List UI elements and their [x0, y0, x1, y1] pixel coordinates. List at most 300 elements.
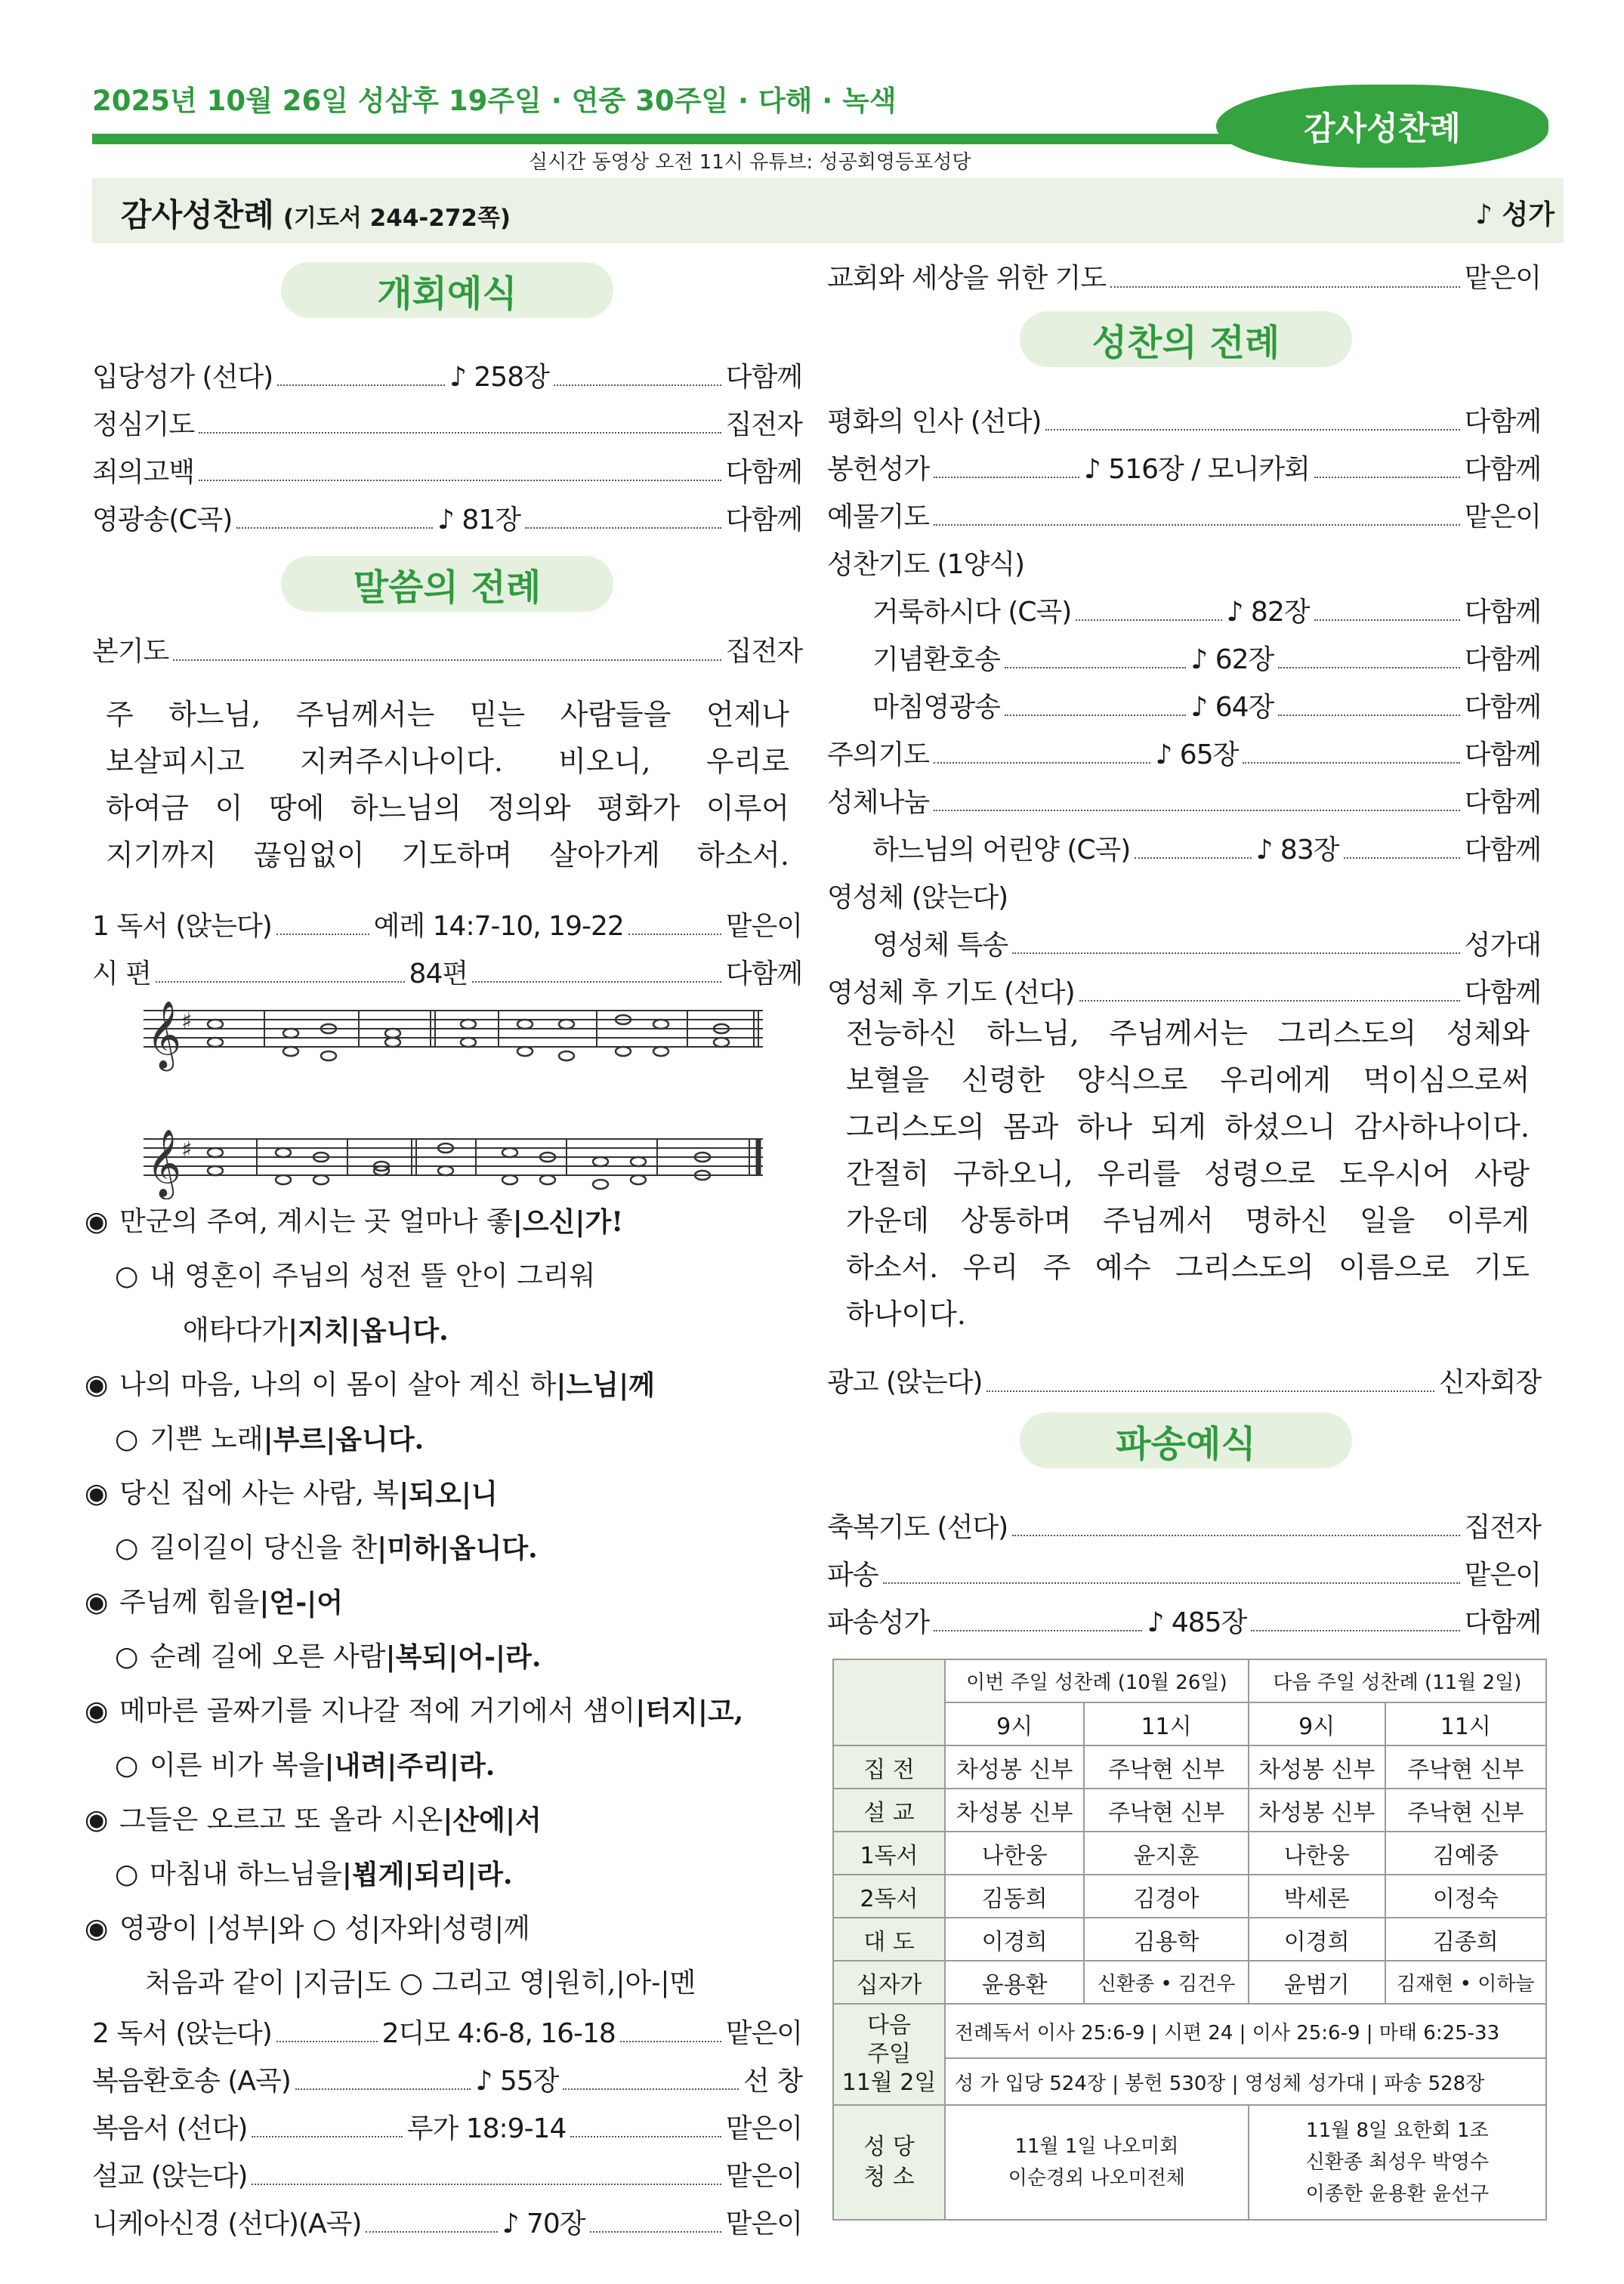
row-right: 다함께: [1464, 596, 1542, 628]
psalm-text: 길이길이 당신을 찬: [150, 1532, 378, 1563]
row-right: 다함께: [1464, 406, 1541, 437]
psalm-accent: |얻-|어: [259, 1587, 344, 1619]
person-cell: 김예중: [1385, 1832, 1546, 1875]
person-cell: 김경아: [1084, 1875, 1248, 1918]
dot-leader: [1079, 999, 1460, 1002]
dot-leader: [1344, 857, 1460, 859]
psalm-line: [85, 1412, 810, 1467]
note-heads: [208, 1015, 729, 1189]
row-label: 기념환호송: [872, 644, 1000, 675]
dot-leader: [1251, 1629, 1459, 1631]
text-line: 그리스도의 몸과 하나 되게 하셨으니 감사하나이다.: [846, 1110, 1530, 1144]
dot-leader: [1012, 952, 1459, 954]
dot-leader: [366, 2230, 497, 2233]
row-right: 맡은이: [725, 2160, 802, 2192]
row-hymn: ♪ 83장: [1255, 834, 1339, 866]
dot-leader: [590, 2230, 721, 2233]
row-label: 파송성가: [827, 1607, 930, 1638]
text-line: 하소서. 우리 주 예수 그리스도의 이름으로 기도: [846, 1251, 1530, 1284]
person-cell: 김종희: [1385, 1918, 1546, 1961]
row-label: 정심기도: [92, 409, 195, 440]
table-row: [833, 1789, 1546, 1832]
psalm-text: 마침내 하느님을: [150, 1859, 342, 1890]
dot-leader: [934, 1629, 1142, 1631]
row-right: 다함께: [1464, 1607, 1542, 1638]
next-week-header: 다음 주일 성찬례 (11월 2일): [1249, 1659, 1546, 1702]
label-line: 11월 2일: [841, 2069, 937, 2096]
list-row: [92, 630, 802, 674]
person-cell: 주낙현 신부: [1385, 1745, 1546, 1789]
row-right: 다함께: [1464, 691, 1542, 723]
row-right: 맡은이: [725, 2208, 802, 2239]
leader-mark-icon: ◉: [85, 1804, 109, 1835]
psalm-text: 영광이 |성부|와 ○ 성|자와|성령|께: [119, 1913, 530, 1944]
list-row: [827, 588, 1541, 636]
hymn-column-label: ♪ 성가: [1474, 199, 1555, 230]
row-label: 설교 (앉는다): [92, 2160, 248, 2192]
psalm-line: [85, 1684, 810, 1739]
row-right: 집전자: [725, 409, 802, 440]
list-row: [92, 2010, 802, 2057]
row-label: 축복기도 (선다): [827, 1511, 1008, 1543]
list-row: [827, 779, 1541, 826]
dot-leader: [554, 384, 721, 386]
leader-mark-icon: ◉: [85, 1478, 109, 1509]
list-row: [827, 1599, 1541, 1647]
response-mark-icon: ○: [115, 1261, 139, 1292]
row-hymn: ♪ 81장: [437, 504, 521, 536]
row-label: 봉헌성가: [827, 453, 930, 485]
dot-leader: [934, 476, 1079, 478]
role-cell: 집 전: [833, 1745, 945, 1789]
row-hymn: ♪ 516장 / 모니카회: [1083, 453, 1310, 485]
row-label: 파송: [827, 1559, 878, 1591]
row-label: 성찬기도 (1양식): [827, 548, 1025, 580]
response-mark-icon: ○: [115, 1532, 139, 1563]
psalm-text: 그들은 오르고 또 올라 시온: [119, 1804, 443, 1835]
dot-leader: [295, 2088, 471, 2090]
reading-list-2: [92, 2010, 802, 2248]
psalm-text: 당신 집에 사는 사람, 복: [119, 1478, 400, 1509]
text-line: 전능하신 하느님, 주님께서는 그리스도의 성체와: [846, 1017, 1530, 1050]
row-label: 1 독서 (앉는다): [92, 910, 272, 942]
time-header: 11시: [1084, 1702, 1248, 1745]
row-hymn: 루가 18:9-14: [406, 2113, 567, 2144]
dot-leader: [1135, 857, 1251, 859]
dot-leader: [276, 933, 369, 935]
date-line: 2025년 10월 26일 성삼후 19주일 · 연중 30주일 · 다해 · 녹색: [92, 85, 897, 117]
dot-leader: [252, 2135, 402, 2137]
text-line: 가운데 상통하며 주님께서 명하신 일을 이루게: [846, 1204, 1530, 1237]
dot-leader: [1110, 286, 1460, 288]
dot-leader: [563, 2088, 739, 2090]
leader-mark-icon: ◉: [85, 1206, 109, 1237]
row-right: 다함께: [1464, 786, 1541, 818]
cleaning-label: [833, 2105, 945, 2220]
response-mark-icon: ○: [115, 1750, 139, 1781]
psalm-text: 내 영혼이 주님의 성전 뜰 안이 그리워: [150, 1261, 596, 1292]
psalm-line: [85, 1249, 810, 1304]
psalm-accent: |부르|옵니다.: [263, 1424, 425, 1455]
leader-mark-icon: ◉: [85, 1696, 109, 1727]
label-line: 다음: [867, 2012, 911, 2039]
dot-leader: [1243, 761, 1459, 764]
collect-row: [92, 630, 802, 674]
person-cell: 나한웅: [945, 1832, 1084, 1875]
postcommunion-text: [846, 1010, 1530, 1338]
row-label: 2 독서 (앉는다): [92, 2017, 272, 2049]
list-row: [92, 449, 802, 496]
dot-leader: [1005, 714, 1186, 716]
cleaning-line: 11월 8일 요한회 1조: [1306, 2119, 1489, 2142]
list-row: [92, 496, 802, 544]
row-label: 복음환호송 (A곡): [92, 2065, 291, 2097]
row-right: 다함께: [725, 361, 803, 393]
person-cell: 이경희: [1249, 1918, 1385, 1961]
row-label: 죄의고백: [92, 456, 195, 488]
row-right: 다함께: [1464, 977, 1541, 1008]
dot-leader: [276, 2040, 378, 2042]
list-row: [827, 1361, 1541, 1405]
table-row: [833, 1961, 1546, 2004]
list-row: [827, 874, 1541, 921]
psalm-text: 만군의 주여, 계시는 곳 얼마나 좋: [119, 1206, 513, 1237]
psalm-text: 이른 비가 복을: [150, 1750, 325, 1781]
person-cell: 이정숙: [1385, 1875, 1546, 1918]
list-row: [92, 950, 802, 998]
time-header: 11시: [1385, 1702, 1546, 1745]
psalm-accent: |복되|어-|라.: [385, 1641, 542, 1673]
dot-leader: [883, 1582, 1460, 1584]
dot-leader: [1076, 619, 1221, 621]
psalm-text: 순례 길에 오른 사람: [150, 1641, 386, 1672]
staff-line-top: [144, 1011, 763, 1047]
psalm-accent: |뵙게|되리|라.: [341, 1859, 513, 1890]
time-header: 9시: [1249, 1702, 1385, 1745]
cleaning-line: 이순경외 나오미전체: [1008, 2167, 1186, 2190]
list-row: [827, 398, 1541, 446]
dot-leader: [199, 479, 721, 481]
person-cell: 박세론: [1249, 1875, 1385, 1918]
list-row: [92, 2057, 802, 2105]
psalm-line: [85, 1793, 810, 1847]
psalm-line: [85, 1467, 810, 1521]
row-label: 니케아신경 (선다)(A곡): [92, 2208, 362, 2239]
row-right: 맡은이: [1464, 501, 1541, 532]
row-right: 집전자: [1464, 1511, 1541, 1543]
psalm-accent: |으신|가!: [512, 1206, 624, 1238]
person-cell: 차성봉 신부: [945, 1745, 1084, 1789]
psalm-accent: |터지|고,: [635, 1696, 744, 1727]
list-row: [827, 636, 1541, 684]
leader-mark-icon: ◉: [85, 1913, 109, 1944]
psalm-line: [85, 1739, 810, 1793]
leader-mark-icon: ◉: [85, 1369, 109, 1400]
dot-leader: [1278, 714, 1459, 716]
text-line: 하나이다.: [846, 1298, 966, 1331]
cleaning-line: 11월 1일 나오미회: [1014, 2135, 1179, 2158]
row-hymn: ♪ 485장: [1147, 1607, 1247, 1638]
section-opening: 개회예식: [281, 262, 613, 318]
list-row: [827, 257, 1541, 301]
text-line: 지기까지 끊임없이 기도하며 살아가게 하소서.: [106, 838, 789, 872]
dot-leader: [570, 2135, 721, 2137]
reading-list-1: [92, 903, 802, 998]
psalm-accent: |내려|주리|라.: [324, 1750, 496, 1782]
dot-leader: [1005, 666, 1186, 668]
list-row: [92, 401, 802, 449]
psalm-line: [85, 1576, 810, 1630]
section-dismissal: 파송예식: [1020, 1412, 1352, 1468]
list-row: [92, 2105, 802, 2153]
dot-leader: [277, 384, 445, 386]
psalm-text: 나의 마음, 나의 이 몸이 살아 계신 하: [119, 1369, 557, 1400]
person-cell: 윤용환: [945, 1961, 1084, 2004]
row-hymn: ♪ 82장: [1226, 596, 1310, 628]
person-cell: 이경희: [945, 1918, 1084, 1961]
row-label: 영성체 (앉는다): [827, 881, 1008, 913]
treble-clef-icon: 𝄞: [147, 1001, 182, 1069]
leader-mark-icon: ◉: [85, 1587, 109, 1618]
row-right: 맡은이: [725, 2017, 803, 2049]
cleaning-line: 이종한 윤용환 윤선구: [1305, 2183, 1490, 2205]
dot-leader: [252, 2183, 721, 2185]
announce-row-wrap: [827, 1361, 1541, 1405]
row-hymn: 84편: [409, 958, 468, 989]
list-row: [827, 493, 1541, 541]
table-corner: [833, 1659, 945, 1745]
psalm-line: [85, 1902, 810, 1956]
list-row: [827, 541, 1541, 588]
row-label: 시 편: [92, 958, 151, 989]
person-cell: 주낙현 신부: [1385, 1789, 1546, 1832]
psalm-line: [85, 1521, 810, 1576]
text-line: 간절히 구하오니, 우리를 성령으로 도우시어 사랑: [846, 1157, 1530, 1190]
sharp-icon: ♯: [181, 1137, 193, 1163]
dot-leader: [1314, 476, 1460, 478]
list-row: [827, 921, 1541, 969]
psalm-text: 기쁜 노래: [150, 1424, 264, 1455]
sharp-icon: ♯: [181, 1008, 193, 1035]
dot-leader: [620, 2040, 721, 2042]
psalm-accent: |되오|니: [399, 1478, 498, 1510]
row-right: 집전자: [725, 636, 802, 667]
text-line: 주 하느님, 주님께서는 믿는 사람들을 언제나: [106, 698, 789, 731]
list-row: [92, 903, 802, 950]
eucharist-list: [827, 398, 1541, 1017]
psalm-text: 주님께 힘을: [119, 1587, 260, 1618]
label-line: 청 소: [863, 2164, 915, 2190]
row-label: 입당성가 (선다): [92, 361, 273, 393]
table-row: [833, 1745, 1546, 1789]
person-cell: 김용학: [1084, 1918, 1248, 1961]
dot-leader: [525, 526, 721, 529]
list-row: [827, 684, 1541, 731]
person-cell: 차성봉 신부: [1249, 1789, 1385, 1832]
list-row: [92, 2153, 802, 2200]
row-hymn: ♪ 62장: [1190, 644, 1274, 675]
response-mark-icon: ○: [115, 1641, 139, 1672]
dot-leader: [934, 809, 1460, 811]
list-row: [827, 446, 1541, 493]
row-label: 하느님의 어린양 (C곡): [872, 834, 1131, 866]
list-row: [827, 826, 1541, 874]
psalm-accent: |미하|옵니다.: [377, 1532, 538, 1564]
list-row: [827, 1504, 1541, 1551]
dot-leader: [1045, 428, 1459, 431]
dot-leader: [173, 659, 721, 661]
this-week-header: 이번 주일 성찬례 (10월 26일): [945, 1659, 1249, 1702]
row-right: 다함께: [725, 504, 802, 536]
role-cell: 십자가: [833, 1961, 945, 2004]
section-word: 말씀의 전례: [281, 556, 613, 612]
row-hymn: ♪ 258장: [449, 361, 549, 393]
intercession-row-wrap: [827, 257, 1541, 301]
list-row: [827, 1551, 1541, 1599]
row-hymn: 2디모 4:6-8, 16-18: [381, 2017, 616, 2049]
row-label: 영성체 후 기도 (선다): [827, 977, 1075, 1008]
collect-text: [106, 691, 789, 878]
response-mark-icon: ○: [115, 1424, 139, 1455]
psalm-chant-music: [128, 995, 770, 1199]
person-cell: 주낙현 신부: [1084, 1745, 1248, 1789]
row-hymn: ♪ 64장: [1190, 691, 1274, 723]
row-label: 영광송(C곡): [92, 504, 233, 536]
bar-lines: [257, 1011, 758, 1175]
dot-leader: [934, 523, 1460, 526]
psalm-line: [85, 1956, 810, 2011]
person-cell: 김동희: [945, 1875, 1084, 1918]
opening-list: [92, 353, 802, 544]
psalm-accent: |산에|서: [443, 1804, 542, 1836]
person-cell: 윤범기: [1249, 1961, 1385, 2004]
label-line: 성 당: [863, 2134, 915, 2160]
psalm-verses: [85, 1195, 810, 2011]
treble-clef-icon: 𝄞: [147, 1129, 182, 1197]
dot-leader: [236, 526, 433, 529]
text-line: 보혈을 신령한 양식으로 우리에게 먹이심으로써: [846, 1063, 1530, 1097]
row-right: 선 창: [743, 2065, 802, 2097]
row-right: 성가대: [1464, 929, 1541, 961]
row-hymn: 예레 14:7-10, 19-22: [373, 910, 624, 942]
row-label: 교회와 세상을 위한 기도: [827, 263, 1107, 294]
row-label: 성체나눔: [827, 786, 930, 818]
next-readings: 전례독서 이사 25:6-9 | 시편 24 | 이사 25:6-9 | 마태 6:25-33: [945, 2004, 1546, 2058]
row-right: 맡은이: [1464, 1559, 1541, 1591]
psalm-text: 메마른 골짜기를 지나갈 적에 거기에서 샘이: [119, 1696, 636, 1727]
next-hymns: 성 가 입당 524장 | 봉헌 530장 | 영성체 성가대 | 파송 528장: [945, 2058, 1546, 2105]
page-title-text: 감사성찬례: [121, 196, 274, 233]
person-cell: 차성봉 신부: [945, 1789, 1084, 1832]
dot-leader: [1278, 666, 1459, 668]
row-label: 본기도: [92, 636, 169, 667]
psalm-line: [85, 1630, 810, 1684]
person-cell: 신환종 • 김건우: [1084, 1961, 1248, 2004]
dot-leader: [986, 1390, 1434, 1392]
row-right: 다함께: [1464, 739, 1542, 770]
row-hymn: ♪ 70장: [502, 2208, 585, 2239]
person-cell: 차성봉 신부: [1249, 1745, 1385, 1789]
row-label: 영성체 특송: [872, 929, 1008, 961]
label-line: 주일: [867, 2041, 911, 2067]
cleaning-week1: [945, 2105, 1249, 2220]
next-sunday-label: [833, 2004, 945, 2105]
psalm-text: 처음과 같이 |지금|도 ○ 그리고 영|원히,|아-|멘: [145, 1968, 696, 1999]
psalm-line: [85, 1847, 810, 1902]
page-title-sub: (기도서 244-272쪽): [283, 205, 511, 232]
person-cell: 주낙현 신부: [1084, 1789, 1248, 1832]
psalm-line: [85, 1195, 810, 1249]
dot-leader: [1314, 619, 1460, 621]
role-cell: 1독서: [833, 1832, 945, 1875]
dot-leader: [472, 980, 721, 983]
row-label: 평화의 인사 (선다): [827, 406, 1042, 437]
section-eucharist: 성찬의 전례: [1020, 311, 1352, 367]
psalm-line: [85, 1304, 810, 1358]
row-label: 거룩하시다 (C곡): [872, 596, 1072, 628]
row-label: 주의기도: [827, 739, 930, 770]
schedule-table: [832, 1659, 1547, 2221]
row-label: 복음서 (선다): [92, 2113, 248, 2144]
row-hymn: ♪ 55장: [475, 2065, 559, 2097]
list-row: [92, 2200, 802, 2248]
table-row: [833, 1832, 1546, 1875]
psalm-line: [85, 1358, 810, 1412]
person-cell: 김재현 • 이하늘: [1385, 1961, 1546, 2004]
page-title: [121, 190, 511, 236]
dot-leader: [199, 431, 721, 434]
list-row: [827, 731, 1541, 779]
role-cell: 설 교: [833, 1789, 945, 1832]
cleaning-line: 신환종 최성우 박영수: [1305, 2151, 1490, 2174]
row-right: 다함께: [725, 456, 802, 488]
response-mark-icon: ○: [115, 1859, 139, 1890]
person-cell: 나한웅: [1249, 1832, 1385, 1875]
table-row: [833, 1875, 1546, 1918]
person-cell: 윤지훈: [1084, 1832, 1248, 1875]
dot-leader: [628, 933, 721, 935]
psalm-accent: |지치|옵니다.: [288, 1315, 449, 1347]
table-row: [833, 1918, 1546, 1961]
dismissal-list: [827, 1504, 1541, 1647]
service-badge: 감사성찬례: [1216, 85, 1548, 168]
row-hymn: ♪ 65장: [1155, 739, 1239, 770]
psalm-accent: |느님|께: [556, 1369, 655, 1401]
text-line: 하여금 이 땅에 하느님의 정의와 평화가 이루어: [106, 792, 789, 825]
list-row: [92, 353, 802, 401]
role-cell: 2독서: [833, 1875, 945, 1918]
role-cell: 대 도: [833, 1918, 945, 1961]
row-right: 맡은이: [725, 2113, 803, 2144]
row-right: 다함께: [1464, 834, 1542, 866]
row-right: 다함께: [725, 958, 803, 989]
time-header: 9시: [945, 1702, 1084, 1745]
psalm-text: 애타다가: [183, 1315, 289, 1346]
dot-leader: [934, 761, 1150, 764]
row-right: 다함께: [1464, 453, 1541, 485]
row-right: 신자회장: [1438, 1367, 1541, 1398]
row-right: 맡은이: [1464, 263, 1541, 294]
row-label: 예물기도: [827, 501, 930, 532]
text-line: 보살피시고 지켜주시나이다. 비오니, 우리로: [106, 745, 789, 778]
dot-leader: [1012, 1534, 1459, 1536]
cleaning-week2: [1249, 2105, 1546, 2220]
row-right: 다함께: [1464, 644, 1542, 675]
row-label: 마침영광송: [872, 691, 1000, 723]
row-right: 맡은이: [725, 910, 803, 942]
dot-leader: [156, 980, 405, 983]
livestream-info: 실시간 동영상 오전 11시 유튜브: 성공회영등포성당: [529, 151, 971, 174]
